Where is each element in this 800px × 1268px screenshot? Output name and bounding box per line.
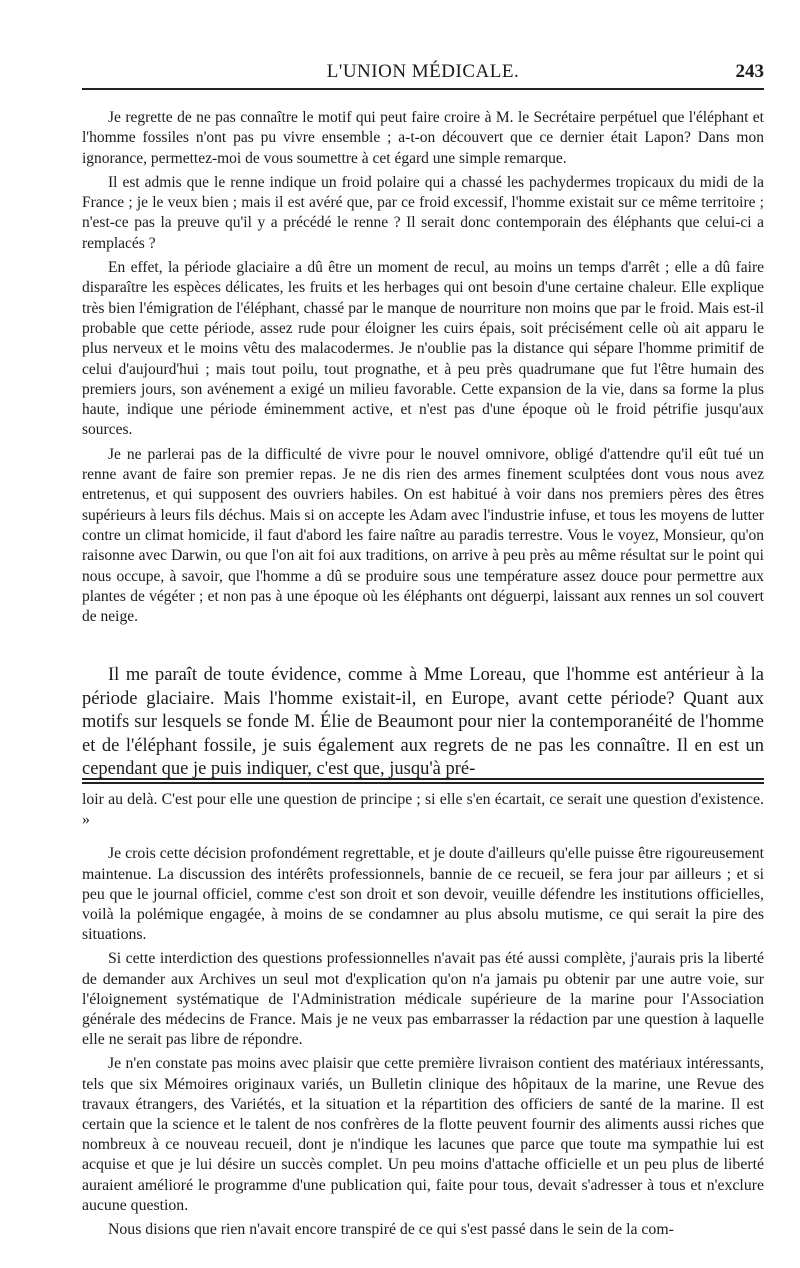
paragraph: Je regrette de ne pas connaître le motif qui peut faire croire à M. le Secrétaire perpétuel que l'éléphant et l'homme fossiles n'ont pas pu vivre ensemble ; a-t-on découvert que ce dernier était Lapon? Dans mon ignorance, permettez-moi de vous soumettre à cet égard une simple remarque. <box>82 109 764 167</box>
paragraph: Nous disions que rien n'avait encore transpiré de ce qui s'est passé dans le sein de la com- <box>108 1221 674 1239</box>
header-rule <box>82 88 764 90</box>
continuation-paragraph: loir au delà. C'est pour elle une question de principe ; si elle s'en écartait, ce serait une question d'existence. » <box>82 791 764 829</box>
page-number: 243 <box>735 61 764 82</box>
paragraph: En effet, la période glaciaire a dû être un moment de recul, au moins un temps d'arrêt ; elle a dû faire disparaître les espèces délicates, les fruits et les herbages qui ont besoin d'une certaine chaleur. Elle explique très bien l'émigration de l'éléphant, chassé par le manque de nourriture non moins que par le froid. Mais est-il probable que cette période, assez rude pour éloigner les cuirs épais, soit précisément celle où ait apparu le plus nerveux et le moins vêtu des malacodermes. Je n'oublie pas la distance qui sépare l'homme primitif de celui d'aujourd'hui ; mais tout poilu, tout prognathe, et à peu près quadrumane que fut l'être humain des premiers jours, son avénement a exigé un milieu favorable. Cette expansion de la vie, dans sa forme la plus haute, indique une période éminemment active, et n'est pas d'une époque où le froid pétrifie jusqu'aux sources. <box>82 259 764 439</box>
paragraph: Il est admis que le renne indique un froid polaire qui a chassé les pachydermes tropicaux du midi de la France ; je le veux bien ; mais il est avéré que, par ce froid excessif, l'homme existait sur ce même territoire ; n'est-ce pas la preuve qu'il y a précédé le renne ? Il serait donc contemporain des éléphants que celui-ci a remplacés ? <box>82 173 764 252</box>
paragraph: Si cette interdiction des questions professionnelles n'avait pas été aussi complète, j'aurais pris la liberté de demander aux Archives un seul mot d'explication qu'on n'a jamais pu obtenir par une autre voie, sur l'éloignement systématique de l'Administration médicale supérieure de la marine pour l'Association générale des médecins de France. Mais je ne veux pas embarrasser la rédaction par une question à laquelle elle ne serait pas libre de répondre. <box>82 950 764 1049</box>
paragraph: Je n'en constate pas moins avec plaisir que cette première livraison contient des matériaux intéressants, tels que six Mémoires originaux variés, un Bulletin clinique des hôpitaux de la marine, une Revue des travaux étrangers, des Variétés, et la situation et la répartition des officiers de santé de la marine. Il est certain que la science et le talent de nos confrères de la flotte peuvent fournir des aliments aussi riches que nombreux à ce nouveau recueil, dont je n'indique les lacunes que parce que toute ma sympathie lui est acquise et que je lui désire un succès complet. Un peu moins d'attache officielle et un peu plus de liberté auraient amélioré le programme d'une publication qui, faite pour tous, devait s'adresser à tous et n'exclure aucune question. <box>82 1055 764 1214</box>
large-type-section <box>82 664 764 786</box>
paragraph: Je crois cette décision profondément regrettable, et je doute d'ailleurs qu'elle puisse être rigoureusement maintenue. La discussion des intérêts professionnels, bannie de ce recueil, se fera jour par ailleurs ; et si peu que le journal officiel, comme c'est son droit et son devoir, veuille défendre les institutions officielles, voilà la polémique engagée, à moins de se condamner au plus absolu mutisme, ce qui serait la pire des situations. <box>82 845 764 944</box>
paragraph: Il me paraît de toute évidence, comme à Mme Loreau, que l'homme est antérieur à la période glaciaire. Mais l'homme existait-il, en Europe, avant cette période? Quant aux motifs sur lesquels se fonde M. Élie de Beaumont pour nier la contemporanéité de l'homme et de l'éléphant fossile, je suis également aux regrets de ne pas les connaître. Il en est un cependant que je puis indiquer, c'est que, jusqu'à pré- <box>82 665 764 779</box>
running-title: L'UNION MÉDICALE. <box>326 61 520 82</box>
review-section <box>82 790 764 1244</box>
page-header <box>82 52 764 86</box>
section-divider <box>82 778 764 784</box>
paragraph: Je ne parlerai pas de la difficulté de vivre pour le nouvel omnivore, obligé d'attendre qu'il eût tué un renne avant de faire son premier repas. Je ne dis rien des armes finement sculptées dont vous nous avez entretenus, et qui supposent des ouvriers habiles. On est habitué à voir dans nos premiers pères des êtres supérieurs à leurs fils déchus. Mais si on accepte les Adam avec l'industrie infuse, et tous les moyens de lutter contre un climat homicide, il faut d'abord les faire naître au paradis terrestre. Vous le voyez, Monsieur, qu'on raisonne avec Darwin, ou que l'on ait foi aux traditions, on arrive à peu près au même résultat sur le point qui nous occupe, à savoir, que l'homme a dû se produire sous une température assez douce pour permettre aux plantes de végéter ; et non pas à une époque où les éléphants ont déguerpi, laissant aux rennes un sol couvert de neige. <box>82 445 764 626</box>
letter-section <box>82 108 764 631</box>
